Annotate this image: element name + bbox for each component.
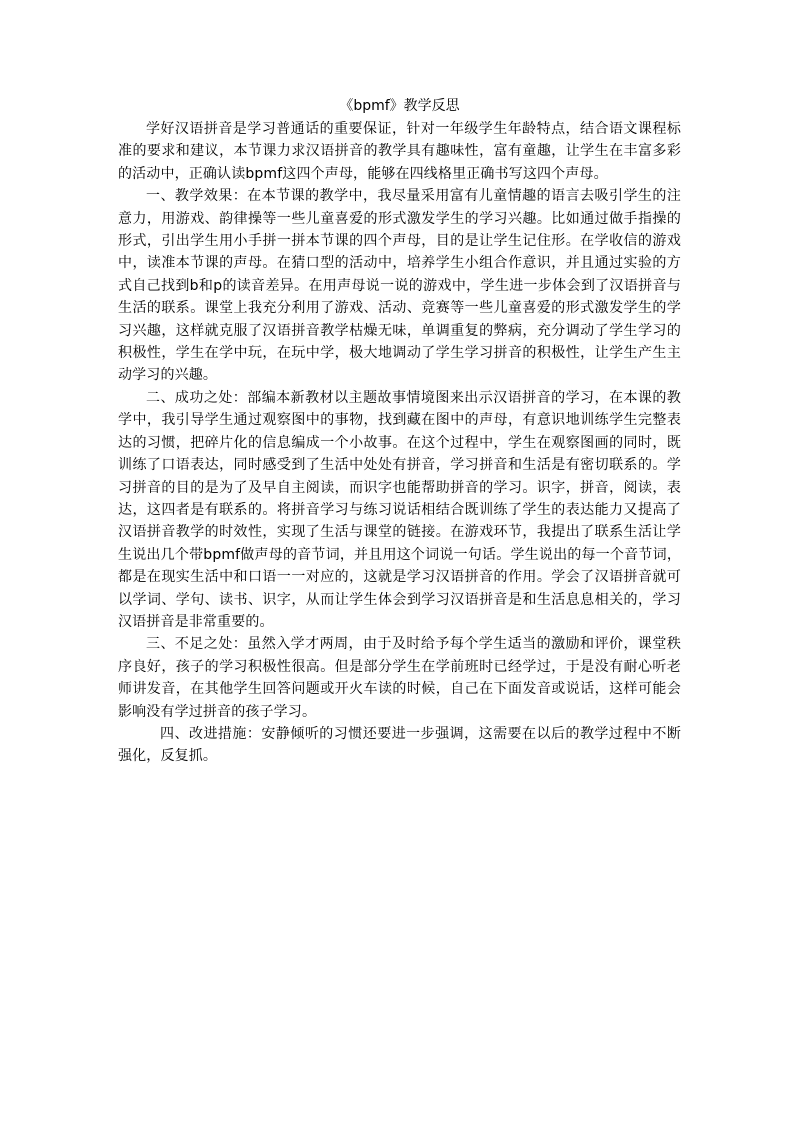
section-heading: 二、成功之处：: [146, 389, 248, 406]
document-title: 《bpmf》教学反思: [339, 98, 460, 114]
section-successes: [118, 387, 681, 633]
section-body: 部编本新教材以主题故事情境图来出示汉语拼音的学习，在本课的教学中，我引导学生通过观察图中的事物，找到藏在图中的声母，有意识地训练学生完整表达的习惯，把碎片化的信息编成一个小故事。在这个过程中，学生在观察图画的同时，既训练了口语表达，同时感受到了生活中处处有拼音，学习拼音和生活是有密切联系的。学习拼音的目的是为了及早自主阅读，而识字也能帮助拼音的学习。识字，拼音，阅读，表达，这四者是有联系的。将拼音学习与练习说话相结合既训练了学生的表达能力又提高了汉语拼音教学的时效性，实现了生活与课堂的链接。在游戏环节，我提出了联系生活让学生说出几个带bpmf做声母的音节词，并且用这个词说一句话。学生说出的每一个音节词，都是在现实生活中和口语一一对应的，这就是学习汉语拼音的作用。学会了汉语拼音就可以学词、学句、读书、识字，从而让学生体会到学习汉语拼音是和生活息息相关的，学习汉语拼音是非常重要的。: [118, 389, 681, 630]
section-heading: 一、教学效果：: [146, 188, 248, 205]
section-teaching-effect: [118, 185, 681, 387]
section-heading: 三、不足之处：: [146, 636, 248, 653]
section-improvements: [118, 723, 681, 768]
section-heading: 四、改进措施：: [160, 725, 262, 742]
section-body: 在本节课的教学中，我尽量采用富有儿童情趣的语言去吸引学生的注意力，用游戏、韵律操等一些儿童喜爱的形式激发学生的学习兴趣。比如通过做手指操的形式，引出学生用小手拼一拼本节课的四个声母，目的是让学生记住形。在学收信的游戏中，读准本节课的声母。在猜口型的活动中，培养学生小组合作意识，并且通过实验的方式自己找到b和p的读音差异。在用声母说一说的游戏中，学生进一步体会到了汉语拼音与生活的联系。课堂上我充分利用了游戏、活动、竞赛等一些儿童喜爱的形式激发学生的学习兴趣，这样就克服了汉语拼音教学枯燥无味，单调重复的弊病，充分调动了学生学习的积极性，学生在学中玩，在玩中学，极大地调动了学生学习拼音的积极性，让学生产生主动学习的兴趣。: [118, 188, 681, 384]
intro-paragraph: 学好汉语拼音是学习普通话的重要保证，针对一年级学生年龄特点，结合语文课程标准的要求和建议，本节课力求汉语拼音的教学具有趣味性，富有童趣，让学生在丰富多彩的活动中，正确认读bpmf这四个声母，能够在四线格里正确书写这四个声母。: [118, 121, 681, 182]
section-shortcomings: [118, 633, 681, 723]
section-body: 虽然入学才两周，由于及时给予每个学生适当的激励和评价，课堂秩序良好，孩子的学习积极性很高。但是部分学生在学前班时已经学过，于是没有耐心听老师讲发音，在其他学生回答问题或开火车读的时候，自己在下面发音或说话，这样可能会影响没有学过拼音的孩子学习。: [118, 636, 681, 720]
document-page: [118, 96, 681, 768]
section-body: 安静倾听的习惯还要进一步强调，这需要在以后的教学过程中不断强化，反复抓。: [118, 725, 681, 765]
